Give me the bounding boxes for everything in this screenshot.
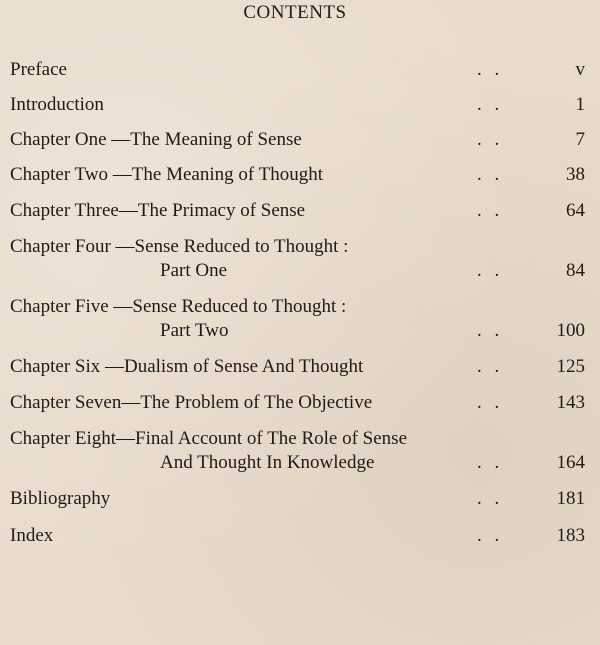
toc-entry-title: Chapter Four —Sense Reduced to Thought : [10,236,349,257]
toc-entry-title: Chapter Two —The Meaning of Thought [10,164,323,185]
leader-dots: . . [477,525,504,546]
toc-entry-title: Chapter Three—The Primacy of Sense [10,200,306,221]
toc-page-number: 64 [566,200,585,221]
toc-entry-title: Preface [10,59,67,80]
toc-entry-title: Chapter Six —Dualism of Sense And Thought [10,356,364,377]
leader-dots: . . [477,452,504,473]
toc-page-number: 181 [556,488,585,509]
toc-entry-preface [10,58,585,82]
leader-dots: . . [477,59,504,80]
leader-dots: . . [477,94,504,115]
toc-entry-chapter-two [10,163,585,187]
leader-dots: . . [477,260,504,281]
toc-entry-title: Bibliography [10,488,111,509]
leader-dots: . . [477,488,504,509]
toc-entry-title: Introduction [10,94,104,115]
toc-entry-chapter-four [10,235,585,283]
toc-page-number: 100 [556,320,585,341]
toc-page-number: 1 [575,94,585,115]
table-of-contents [10,58,585,548]
toc-entry-title: Chapter One —The Meaning of Sense [10,129,302,150]
leader-dots: . . [477,356,504,377]
toc-page-number: 125 [556,356,585,377]
toc-entry-subtitle: Part Two [160,320,229,341]
toc-page-number: 183 [556,525,585,546]
toc-entry-title: Index [10,525,54,546]
toc-entry-title: Chapter Five —Sense Reduced to Thought : [10,296,347,317]
toc-page-number: 143 [556,392,585,413]
toc-entry-chapter-one [10,128,585,152]
toc-entry-title: Chapter Eight—Final Account of The Role of Sense [10,428,407,449]
page-title: CONTENTS [243,2,347,23]
leader-dots: . . [477,320,504,341]
toc-entry-title: Chapter Seven—The Problem of The Objective [10,392,373,413]
toc-entry-chapter-five [10,295,585,343]
toc-entry-chapter-three [10,199,585,223]
toc-page-number: 7 [575,129,585,150]
leader-dots: . . [477,200,504,221]
toc-entry-bibliography [10,487,585,511]
toc-entry-introduction [10,93,585,117]
leader-dots: . . [477,129,504,150]
toc-page-number: 38 [566,164,585,185]
toc-page-number: 84 [566,260,585,281]
toc-entry-chapter-eight [10,427,585,475]
leader-dots: . . [477,164,504,185]
toc-entry-subtitle: Part One [160,260,228,281]
toc-page-number: 164 [556,452,585,473]
leader-dots: . . [477,392,504,413]
toc-page-number: v [575,59,585,80]
toc-entry-chapter-six [10,355,585,379]
toc-entry-index [10,524,585,548]
toc-entry-subtitle: And Thought In Knowledge [160,452,375,473]
toc-entry-chapter-seven [10,391,585,415]
